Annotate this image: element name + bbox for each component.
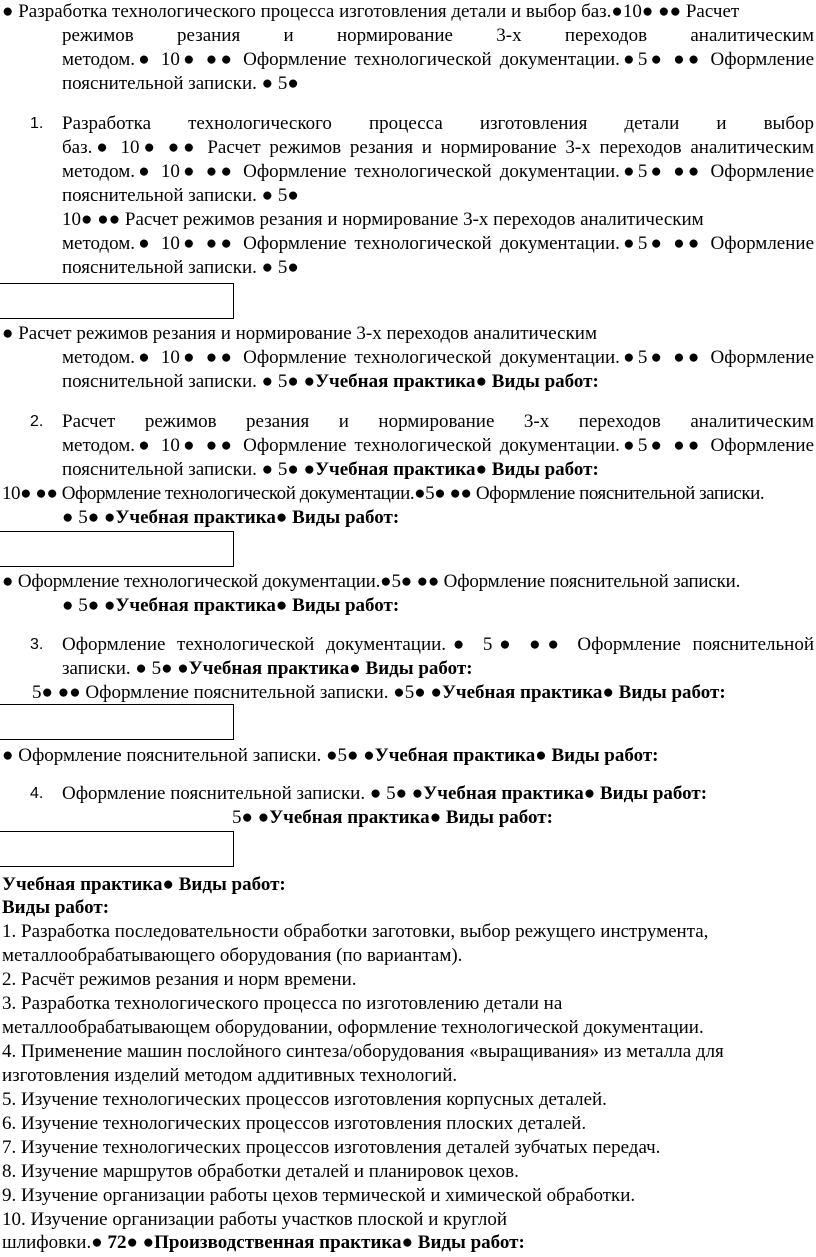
text-line: Оформление технологической документации.● 5● ●● Оформление пояснительной bbox=[62, 634, 814, 655]
text-line: режимов резания и нормирование 3-х переходов аналитическим bbox=[62, 25, 814, 46]
text-line: записки. ● 5● ●Учебная практика● Виды работ: bbox=[62, 658, 473, 679]
text-line: ● Оформление технологической документации.●5● ●● Оформление пояснительной записки. bbox=[2, 571, 741, 592]
text-line: 10● ●● Оформление технологической документации.●5● ●● Оформление пояснительной записки. bbox=[2, 483, 765, 504]
text-line: пояснительной записки. ● 5● bbox=[62, 73, 299, 94]
text-line: 10● ●● Расчет режимов резания и нормирование 3-х переходов аналитическим bbox=[62, 209, 704, 230]
empty-table-cell bbox=[0, 831, 234, 867]
text-line: пояснительной записки. ● 5● bbox=[62, 257, 299, 278]
text-line: методом.● 10● ●● Оформление технологической документации.●5● ●● Оформление bbox=[62, 49, 814, 70]
text-line: пояснительной записки. ● 5● ●Учебная практика● Виды работ: bbox=[62, 371, 599, 392]
list-number: 2. bbox=[30, 413, 44, 430]
empty-table-cell bbox=[0, 531, 234, 567]
section-heading: Виды работ: bbox=[2, 897, 110, 918]
list-number: 4. bbox=[30, 785, 44, 802]
list-item: металлообрабатывающем оборудовании, оформление технологической документации. bbox=[2, 1017, 704, 1038]
list-item: изготовления изделий методом аддитивных технологий. bbox=[2, 1065, 458, 1086]
section-heading: Учебная практика● Виды работ: bbox=[2, 874, 286, 895]
text-line: шлифовки.● 72● ●Производственная практика● Виды работ: bbox=[2, 1232, 525, 1253]
text-line: методом.● 10● ●● Оформление технологической документации.●5● ●● Оформление bbox=[62, 233, 814, 254]
text-line: методом.● 10● ●● Оформление технологической документации.●5● ●● Оформление bbox=[62, 347, 814, 368]
list-item: 3. Разработка технологического процесса по изготовлению детали на bbox=[2, 993, 563, 1014]
list-item: 1. Разработка последовательности обработки заготовки, выбор режущего инструмента, bbox=[2, 921, 709, 942]
list-number: 3. bbox=[30, 636, 44, 653]
text-line: баз.● 10● ●● Расчет режимов резания и нормирование 3-х переходов аналитическим bbox=[62, 137, 814, 158]
list-item: 8. Изучение маршрутов обработки деталей и планировок цехов. bbox=[2, 1161, 519, 1182]
text-line: ● Разработка технологического процесса изготовления детали и выбор баз.●10● ●● Расчет bbox=[2, 1, 740, 22]
text-line: Оформление пояснительной записки. ● 5● ●Учебная практика● Виды работ: bbox=[62, 783, 708, 804]
text-line: ● 5● ●Учебная практика● Виды работ: bbox=[62, 507, 400, 528]
list-number: 1. bbox=[30, 115, 44, 132]
empty-table-cell bbox=[0, 283, 234, 319]
text-line: ● Оформление пояснительной записки. ●5● ●Учебная практика● Виды работ: bbox=[2, 745, 659, 766]
list-item: металлообрабатывающего оборудования (по вариантам). bbox=[2, 945, 463, 966]
text-line: 5● ●● Оформление пояснительной записки. ●5● ●Учебная практика● Виды работ: bbox=[32, 682, 726, 703]
list-item: 2. Расчёт режимов резания и норм времени. bbox=[2, 969, 357, 990]
text-line: ● Расчет режимов резания и нормирование 3-х переходов аналитическим bbox=[2, 323, 598, 344]
list-item: 6. Изучение технологических процессов изготовления плоских деталей. bbox=[2, 1113, 587, 1134]
list-item: 10. Изучение организации работы участков плоской и круглой bbox=[2, 1209, 508, 1230]
text-line: Расчет режимов резания и нормирование 3-х переходов аналитическим bbox=[62, 411, 814, 432]
text-line: методом.● 10● ●● Оформление технологической документации.●5● ●● Оформление bbox=[62, 435, 814, 456]
list-item: 5. Изучение технологических процессов изготовления корпусных деталей. bbox=[2, 1089, 607, 1110]
list-item: 9. Изучение организации работы цехов термической и химической обработки. bbox=[2, 1185, 636, 1206]
text-line: пояснительной записки. ● 5● bbox=[62, 185, 299, 206]
empty-table-cell bbox=[0, 704, 234, 740]
text-line: пояснительной записки. ● 5● ●Учебная практика● Виды работ: bbox=[62, 459, 599, 480]
text-line: Разработка технологического процесса изготовления детали и выбор bbox=[62, 113, 814, 134]
list-item: 7. Изучение технологических процессов изготовления деталей зубчатых передач. bbox=[2, 1137, 661, 1158]
text-line: ● 5● ●Учебная практика● Виды работ: bbox=[62, 595, 400, 616]
text-line: методом.● 10● ●● Оформление технологической документации.●5● ●● Оформление bbox=[62, 161, 814, 182]
list-item: 4. Применение машин послойного синтеза/оборудования «выращивания» из металла для bbox=[2, 1041, 724, 1062]
text-line: 5● ●Учебная практика● Виды работ: bbox=[232, 807, 553, 828]
